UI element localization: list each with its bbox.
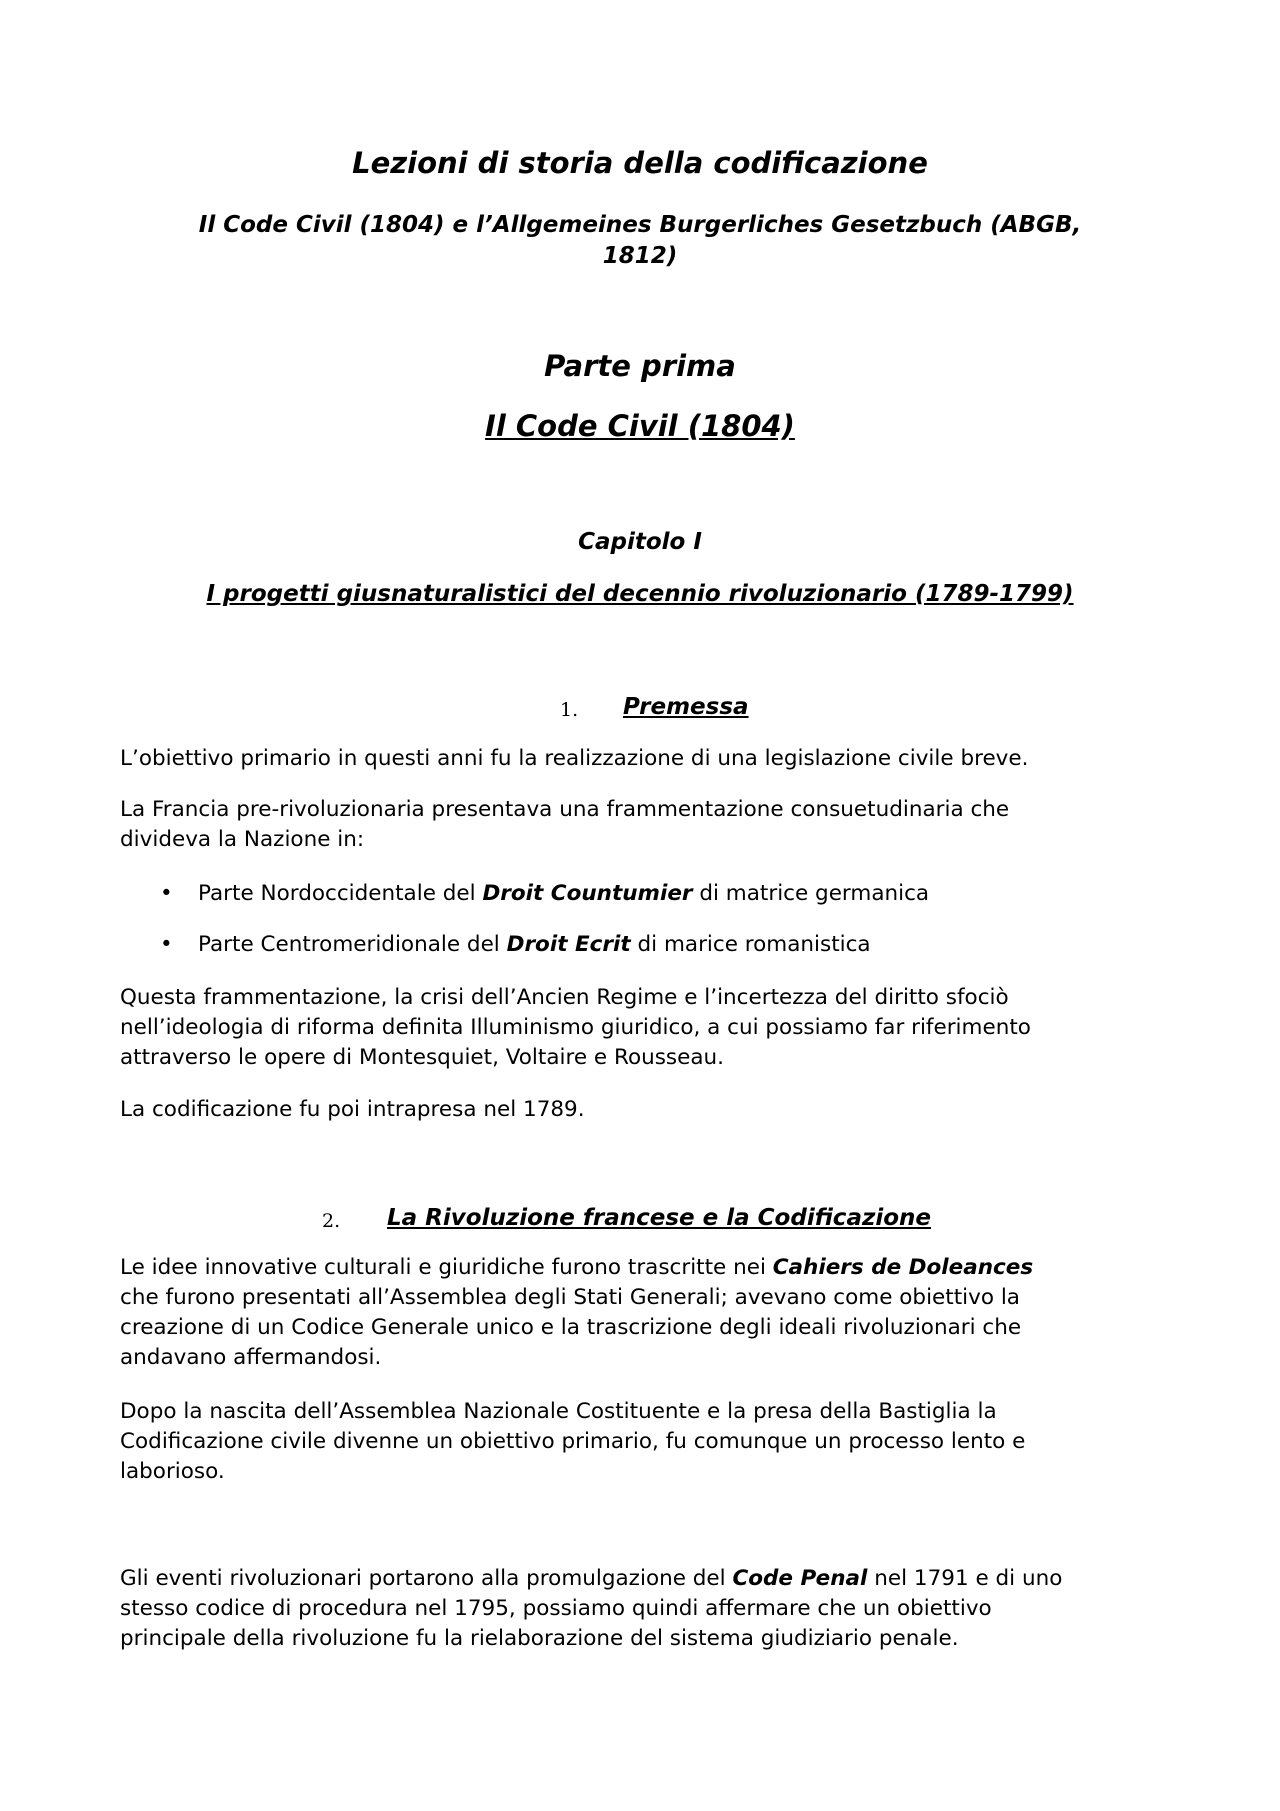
text-bold: Cahiers de Doleances — [772, 1255, 1034, 1280]
bullet-marker: • — [160, 932, 173, 957]
bullet-text-bold: Droit Ecrit — [506, 932, 631, 957]
bullet-marker: • — [160, 881, 173, 906]
section-2-number: 2. — [322, 1210, 341, 1232]
paragraph-line: che furono presentati all’Assemblea degli Stati Generali; avevano come obiettivo la — [120, 1285, 1020, 1310]
section-1-number: 1. — [560, 699, 579, 721]
subtitle-line-1: Il Code Civil (1804) e l’Allgemeines Burgerliches Gesetzbuch (ABGB, — [198, 212, 1082, 238]
section-2-paragraph-2 — [120, 1397, 1180, 1487]
paragraph-line: Codificazione civile divenne un obiettivo primario, fu comunque un processo lento e — [120, 1429, 1026, 1454]
document-title: Lezioni di storia della codificazione — [352, 146, 928, 180]
bullet-text-plain: Parte Nordoccidentale del — [198, 881, 483, 906]
section-1-heading — [560, 692, 960, 724]
bullet-text-plain: di marice romanistica — [630, 932, 871, 957]
section-1-paragraph-2 — [120, 795, 1180, 855]
text-bold: Code Penal — [732, 1566, 868, 1591]
document-subtitle — [120, 210, 1160, 272]
paragraph-line: Questa frammentazione, la crisi dell’Ancien Regime e l’incertezza del diritto sfociò — [120, 985, 1009, 1010]
part-title — [120, 408, 1160, 444]
paragraph-line: principale della rivoluzione fu la rielaborazione del sistema giudiziario penale. — [120, 1626, 959, 1651]
paragraph-line: Dopo la nascita dell’Assemblea Nazionale Costituente e la presa della Bastiglia la — [120, 1399, 997, 1424]
part-title-text: Il Code Civil (1804) — [485, 409, 795, 443]
paragraph-line: stesso codice di procedura nel 1795, possiamo quindi affermare che un obiettivo — [120, 1596, 992, 1621]
part-heading: Parte prima — [544, 349, 736, 383]
paragraph-line: La Francia pre-rivoluzionaria presentava una frammentazione consuetudinaria che — [120, 797, 1010, 822]
paragraph-line: nell’ideologia di riforma definita Illuminismo giuridico, a cui possiamo far riferimento — [120, 1015, 1031, 1040]
section-1-paragraph-3 — [120, 983, 1180, 1073]
section-1-paragraph-1: L’obiettivo primario in questi anni fu la realizzazione di una legislazione civile breve. — [120, 746, 1029, 771]
section-2-paragraph-1 — [120, 1253, 1180, 1373]
paragraph-line — [120, 1253, 1180, 1283]
bullet-text-plain: di matrice germanica — [692, 881, 930, 906]
paragraph-line: laborioso. — [120, 1459, 225, 1484]
bullet-text-plain: Parte Centromeridionale del — [198, 932, 507, 957]
paragraph-line: andavano affermandosi. — [120, 1345, 382, 1370]
section-2-heading — [322, 1203, 1042, 1235]
subtitle-line-2: 1812) — [602, 243, 678, 269]
paragraph-line: divideva la Nazione in: — [120, 827, 365, 852]
paragraph-line — [120, 1564, 1180, 1594]
chapter-heading: Capitolo I — [578, 529, 702, 555]
bullet-text — [198, 879, 929, 909]
text-plain: Gli eventi rivoluzionari portarono alla promulgazione del — [120, 1566, 733, 1591]
text-plain: nel 1791 e di uno — [867, 1566, 1063, 1591]
bullet-text-bold: Droit Countumier — [482, 881, 693, 906]
paragraph-line: attraverso le opere di Montesquiet, Voltaire e Rousseau. — [120, 1045, 724, 1070]
section-2-title: La Rivoluzione francese e la Codificazione — [387, 1205, 932, 1231]
bullet-text — [198, 930, 871, 960]
section-1-title: Premessa — [623, 694, 749, 720]
chapter-title — [120, 579, 1160, 609]
section-2-paragraph-3 — [120, 1564, 1180, 1654]
chapter-title-text: I progetti giusnaturalistici del decennio rivoluzionario (1789-1799) — [206, 581, 1074, 607]
paragraph-line: creazione di un Codice Generale unico e la trascrizione degli ideali rivoluzionari che — [120, 1315, 1022, 1340]
section-1-paragraph-4: La codificazione fu poi intrapresa nel 1789. — [120, 1097, 585, 1122]
text-plain: Le idee innovative culturali e giuridiche furono trascritte nei — [120, 1255, 773, 1280]
